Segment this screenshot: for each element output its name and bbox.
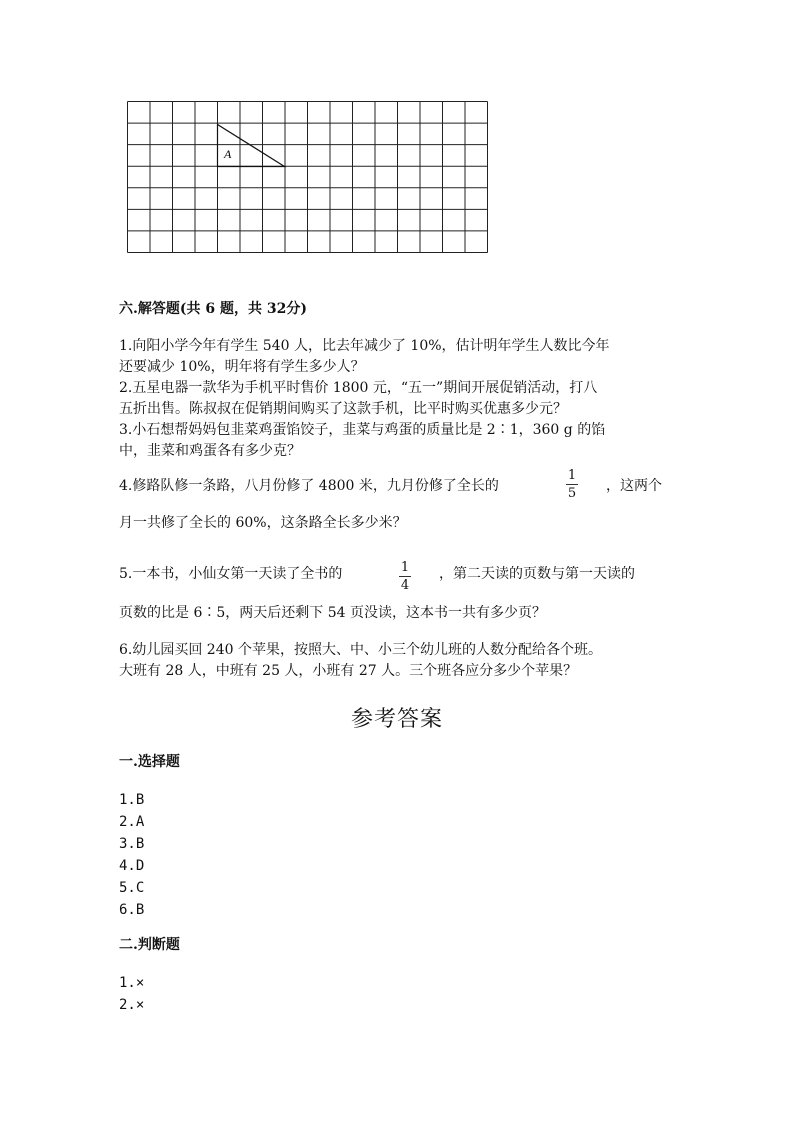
answer-item: 4.D bbox=[119, 858, 145, 874]
answer-item: 2.A bbox=[119, 814, 145, 830]
question-6-line-2: 大班有 28 人，中班有 25 人，小班有 27 人。三个班各应分多少个苹果？ bbox=[119, 663, 578, 679]
question-6 bbox=[119, 640, 679, 682]
question-1-line-2: 还要减少 10%，明年将有学生多少人？ bbox=[119, 359, 365, 375]
question-5-fraction bbox=[399, 560, 411, 593]
question-3 bbox=[119, 420, 679, 462]
answers-title: 参考答案 bbox=[350, 707, 443, 732]
question-5-line-2: 页数的比是 6∶5，两天后还剩下 54 页没读，这本书一共有多少页？ bbox=[119, 605, 546, 621]
question-5-line-1a: 5.一本书，小仙女第一天读了全书的 bbox=[119, 566, 343, 582]
question-5-line-1b: ，第二天读的页数与第一天读的 bbox=[439, 566, 635, 582]
answer-item: 1.× bbox=[119, 975, 145, 991]
answer-item: 3.B bbox=[119, 836, 145, 852]
answers-part-2-title: 二.判断题 bbox=[119, 937, 180, 953]
question-4-line-2: 月一共修了全长的 60%，这条路全长多少米？ bbox=[119, 515, 407, 531]
fraction-bar bbox=[399, 576, 411, 577]
question-4-fraction-numerator: 1 bbox=[567, 468, 577, 483]
question-3-line-2: 中，韭菜和鸡蛋各有多少克？ bbox=[119, 443, 301, 459]
answers-part-2-list bbox=[119, 972, 144, 1016]
question-4-fraction bbox=[566, 468, 578, 501]
question-1 bbox=[119, 336, 679, 378]
answers-part-1-list bbox=[119, 789, 144, 921]
question-4-line-1b: ，这两个 bbox=[606, 478, 662, 494]
grid-figure bbox=[127, 101, 488, 253]
question-5-fraction-denominator: 4 bbox=[400, 578, 410, 593]
triangle-label: A bbox=[224, 147, 232, 161]
answer-item: 5.C bbox=[119, 880, 145, 896]
question-2-line-2: 五折出售。陈叔叔在促销期间购买了这款手机，比平时购买优惠多少元？ bbox=[119, 401, 567, 417]
answers-part-1-title: 一.选择题 bbox=[119, 754, 180, 770]
question-4-line-1a: 4.修路队修一条路，八月份修了 4800 米，九月份修了全长的 bbox=[119, 478, 499, 494]
question-3-line-1: 3.小石想帮妈妈包韭菜鸡蛋馅饺子，韭菜与鸡蛋的质量比是 2∶1，360 g 的馅 bbox=[119, 422, 606, 438]
question-6-line-1: 6.幼儿园买回 240 个苹果，按照大、中、小三个幼儿班的人数分配给各个班。 bbox=[119, 642, 602, 658]
question-5-fraction-numerator: 1 bbox=[400, 560, 410, 575]
question-1-line-1: 1.向阳小学今年有学生 540 人，比去年减少了 10%，估计明年学生人数比今年 bbox=[119, 338, 610, 354]
question-2 bbox=[119, 378, 679, 420]
grid-lines bbox=[128, 102, 488, 253]
question-2-line-1: 2.五星电器一款华为手机平时售价 1800 元，“五一”期间开展促销活动，打八 bbox=[119, 380, 598, 396]
question-4-fraction-denominator: 5 bbox=[567, 486, 577, 501]
answer-item: 1.B bbox=[119, 792, 145, 808]
section-6-title: 六.解答题(共 6 题，共 32分) bbox=[119, 301, 307, 317]
answer-item: 6.B bbox=[119, 902, 145, 918]
fraction-bar bbox=[566, 484, 578, 485]
answer-item: 2.× bbox=[119, 997, 145, 1013]
